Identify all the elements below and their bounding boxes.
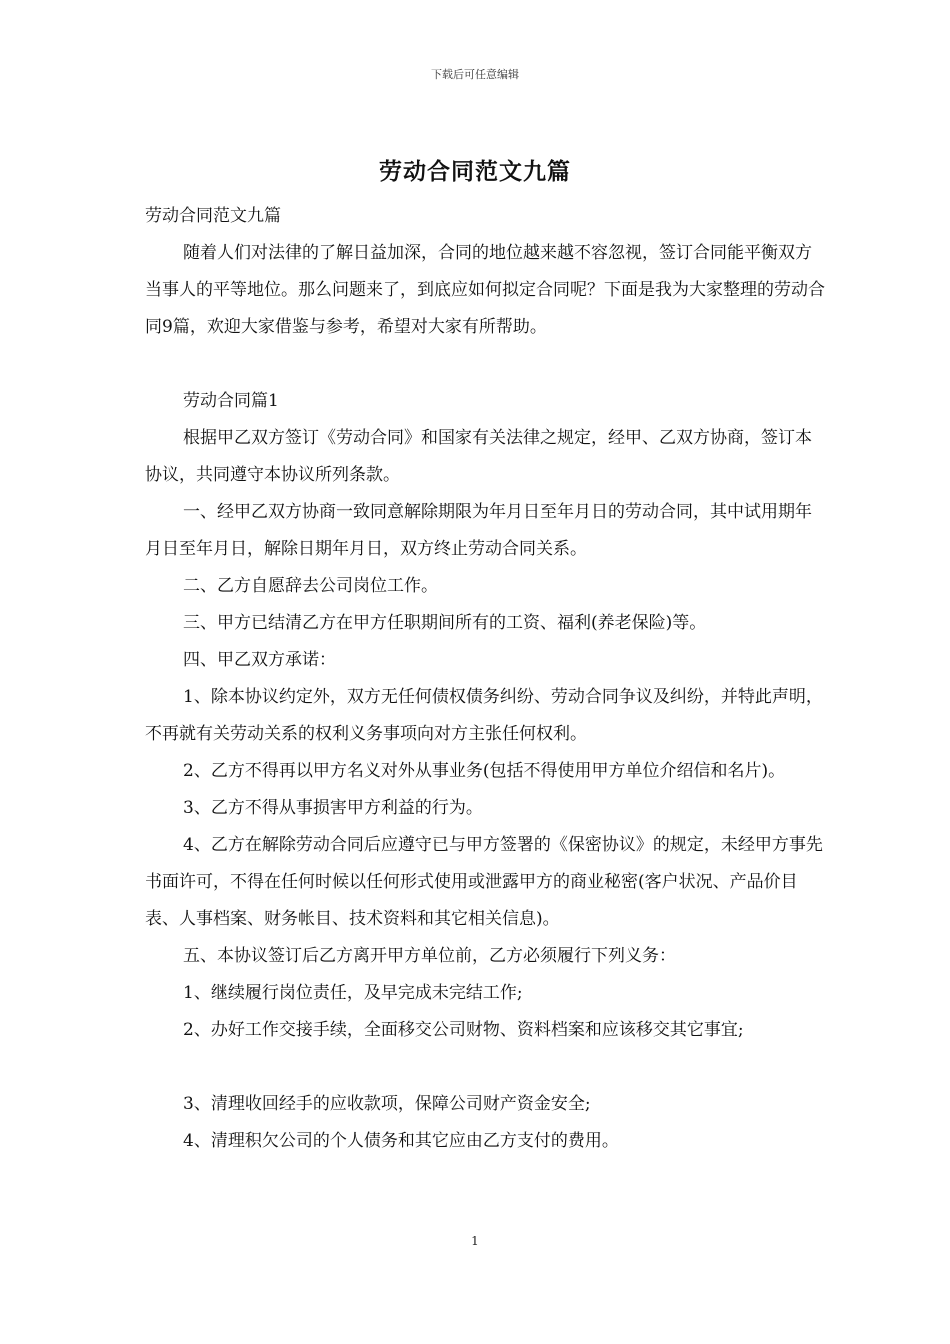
document-subtitle: 劳动合同范文九篇 [145, 206, 281, 226]
intro-paragraph: 随着人们对法律的了解日益加深，合同的地位越来越不容忽视，签订合同能平衡双方当事人的平等地位。那么问题来了，到底应如何拟定合同呢？下面是我为大家整理的劳动合同9篇，欢迎大家借鉴与参考，希望对大家有所帮助。 [145, 243, 825, 337]
paragraph-spacer [145, 346, 825, 383]
obligation-item-3: 3、清理收回经手的应收款项，保障公司财产资金安全; [183, 1094, 591, 1114]
commitment-item-1: 1、除本协议约定外，双方无任何债权债务纠纷、劳动合同争议及纠纷，并特此声明，不再就有关劳动关系的权利义务事项向对方主张任何权利。 [145, 687, 823, 744]
obligation-item-4: 4、清理积欠公司的个人债务和其它应由乙方支付的费用。 [183, 1131, 619, 1151]
page-header-note: 下载后可任意编辑 [431, 68, 519, 81]
clause-4-commitments: 四、甲乙双方承诺： [183, 650, 336, 670]
page-number: 1 [471, 1234, 479, 1248]
clause-1-termination: 一、经甲乙双方协商一致同意解除期限为年月日至年月日的劳动合同，其中试用期年月日至年月日，解除日期年月日，双方终止劳动合同关系。 [145, 502, 812, 559]
paragraph-spacer [145, 1049, 825, 1086]
paragraph-agreement-basis: 根据甲乙双方签订《劳动合同》和国家有关法律之规定，经甲、乙双方协商，签订本协议，共同遵守本协议所列条款。 [145, 428, 812, 485]
obligation-item-1: 1、继续履行岗位责任，及早完成未完结工作; [183, 983, 523, 1003]
clause-2-resignation: 二、乙方自愿辞去公司岗位工作。 [183, 576, 438, 596]
document-body [145, 198, 825, 1160]
section-heading: 劳动合同篇1 [183, 391, 279, 411]
document-title: 劳动合同范文九篇 [379, 158, 571, 185]
commitment-item-3: 3、乙方不得从事损害甲方利益的行为。 [183, 798, 483, 818]
clause-3-settlement: 三、甲方已结清乙方在甲方任职期间所有的工资、福利(养老保险)等。 [183, 613, 707, 633]
commitment-item-4: 4、乙方在解除劳动合同后应遵守已与甲方签署的《保密协议》的规定，未经甲方事先书面许可，不得在任何时候以任何形式使用或泄露甲方的商业秘密(客户状况、产品价目表、人事档案、财务帐目、技术资料和其它相关信息)。 [145, 835, 823, 929]
clause-5-obligations: 五、本协议签订后乙方离开甲方单位前，乙方必须履行下列义务： [183, 946, 676, 966]
obligation-item-2: 2、办好工作交接手续，全面移交公司财物、资料档案和应该移交其它事宜; [183, 1020, 744, 1040]
commitment-item-2: 2、乙方不得再以甲方名义对外从事业务(包括不得使用甲方单位介绍信和名片)。 [183, 761, 786, 781]
